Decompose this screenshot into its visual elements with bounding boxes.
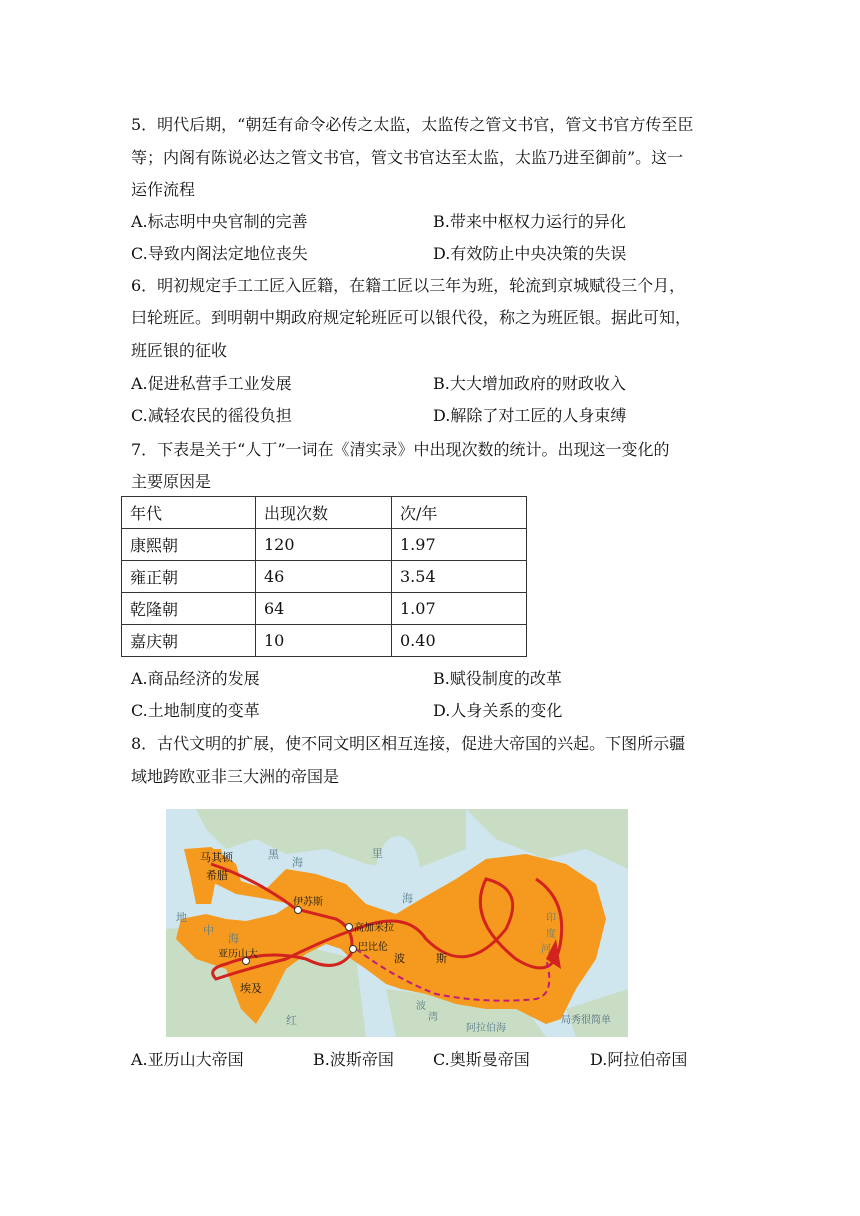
greece-label: 希腊 <box>206 869 228 882</box>
q8-option-b: B.波斯帝国 <box>313 1050 394 1069</box>
watermark-label: 局秀很简单 <box>561 1015 611 1026</box>
red-sea-label: 红 <box>286 1014 297 1027</box>
q5-option-d: D.有效防止中央决策的失误 <box>433 244 627 263</box>
table-header-row <box>122 497 527 529</box>
gaugamela-label: 高加米拉 <box>354 923 394 934</box>
q7-option-b: B.赋役制度的改革 <box>433 669 562 688</box>
indus-label-2: 度 <box>546 929 556 940</box>
mediterranean-label-1: 地 <box>176 911 187 924</box>
table-row <box>122 593 527 625</box>
table-header-cell: 出现次数 <box>256 497 392 529</box>
indus-label-3: 河 <box>541 944 551 955</box>
q8-option-c: C.奥斯曼帝国 <box>433 1050 530 1069</box>
table-cell: 3.54 <box>392 561 527 593</box>
q8-stem-line-2: 域地跨欧亚非三大洲的帝国是 <box>131 767 340 786</box>
table-cell: 120 <box>256 529 392 561</box>
gulf-label-2: 湾 <box>428 1012 438 1023</box>
q6-stem-line-2: 曰轮班匠。到明朝中期政府规定轮班匠可以银代役，称之为班匠银。据此可知， <box>131 308 692 327</box>
q5-stem-line-1: 5．明代后期，“朝廷有命令必传之太监，太监传之管文书官，管文书官方传至臣 <box>131 115 694 134</box>
q5-option-b: B.带来中枢权力运行的异化 <box>433 212 626 231</box>
black-sea-label-1: 黑 <box>268 848 279 861</box>
q7-option-a: A.商品经济的发展 <box>131 669 260 688</box>
q6-stem-line-1: 6．明初规定手工工匠入匠籍，在籍工匠以三年为班，轮流到京城赋役三个月， <box>131 276 686 295</box>
persia-label-2: 斯 <box>436 952 447 965</box>
table-cell: 康熙朝 <box>122 529 256 561</box>
q7-option-d: D.人身关系的变化 <box>433 701 563 720</box>
table-cell: 嘉庆朝 <box>122 625 256 657</box>
issus-label: 伊苏斯 <box>293 897 323 908</box>
q6-option-c: C.减轻农民的徭役负担 <box>131 406 292 425</box>
alexandria-label: 亚历山大 <box>218 949 258 960</box>
macedonia-label: 马其顿 <box>200 851 233 864</box>
table-cell: 10 <box>256 625 392 657</box>
babylon-marker <box>350 946 357 953</box>
q5-stem-line-2: 等；内阁有陈说必达之管文书官，管文书官达至太监，太监乃进至御前”。这一 <box>131 148 684 167</box>
q5-stem-line-3: 运作流程 <box>131 180 196 199</box>
table-cell: 1.97 <box>392 529 527 561</box>
q6-option-a: A.促进私营手工业发展 <box>131 374 292 393</box>
q8-option-a: A.亚历山大帝国 <box>131 1050 244 1069</box>
q5-option-c: C.导致内阁法定地位丧失 <box>131 244 308 263</box>
table-cell: 46 <box>256 561 392 593</box>
q7-option-c: C.土地制度的变革 <box>131 701 260 720</box>
q7-stem-line-2: 主要原因是 <box>131 472 212 491</box>
gulf-label-1: 波 <box>416 1001 426 1012</box>
mediterranean-label-2: 中 <box>203 924 214 937</box>
q5-option-a: A.标志明中央官制的完善 <box>131 212 308 231</box>
table-cell: 0.40 <box>392 625 527 657</box>
mediterranean-label-3: 海 <box>228 932 239 945</box>
q6-option-d: D.解除了对工匠的人身束缚 <box>433 406 627 425</box>
table-row <box>122 561 527 593</box>
table-row <box>122 625 527 657</box>
table-cell: 乾隆朝 <box>122 593 256 625</box>
q8-stem-line-1: 8．古代文明的扩展，使不同文明区相互连接，促进大帝国的兴起。下图所示疆 <box>131 734 686 753</box>
empire-map <box>166 809 628 1037</box>
persia-label-1: 波 <box>394 952 405 965</box>
caspian-label-2: 海 <box>402 892 413 905</box>
indus-label: 印 <box>546 913 556 924</box>
statistics-table <box>121 496 527 657</box>
table-cell: 1.07 <box>392 593 527 625</box>
gaugamela-marker <box>346 924 353 931</box>
table-header-cell: 年代 <box>122 497 256 529</box>
black-sea-label-2: 海 <box>292 856 303 869</box>
q6-stem-line-3: 班匠银的征收 <box>131 341 228 360</box>
arabian-sea-label: 阿拉伯海 <box>466 1023 506 1034</box>
table-cell: 雍正朝 <box>122 561 256 593</box>
q6-option-b: B.大大增加政府的财政收入 <box>433 374 626 393</box>
caspian-label-1: 里 <box>372 847 383 860</box>
table-cell: 64 <box>256 593 392 625</box>
q8-option-d: D.阿拉伯帝国 <box>590 1050 688 1069</box>
egypt-label: 埃及 <box>240 982 262 995</box>
table-header-cell: 次/年 <box>392 497 527 529</box>
q7-stem-line-1: 7．下表是关于“人丁”一词在《清实录》中出现次数的统计。出现这一变化的 <box>131 440 670 459</box>
table-row <box>122 529 527 561</box>
babylon-label: 巴比伦 <box>358 942 388 953</box>
